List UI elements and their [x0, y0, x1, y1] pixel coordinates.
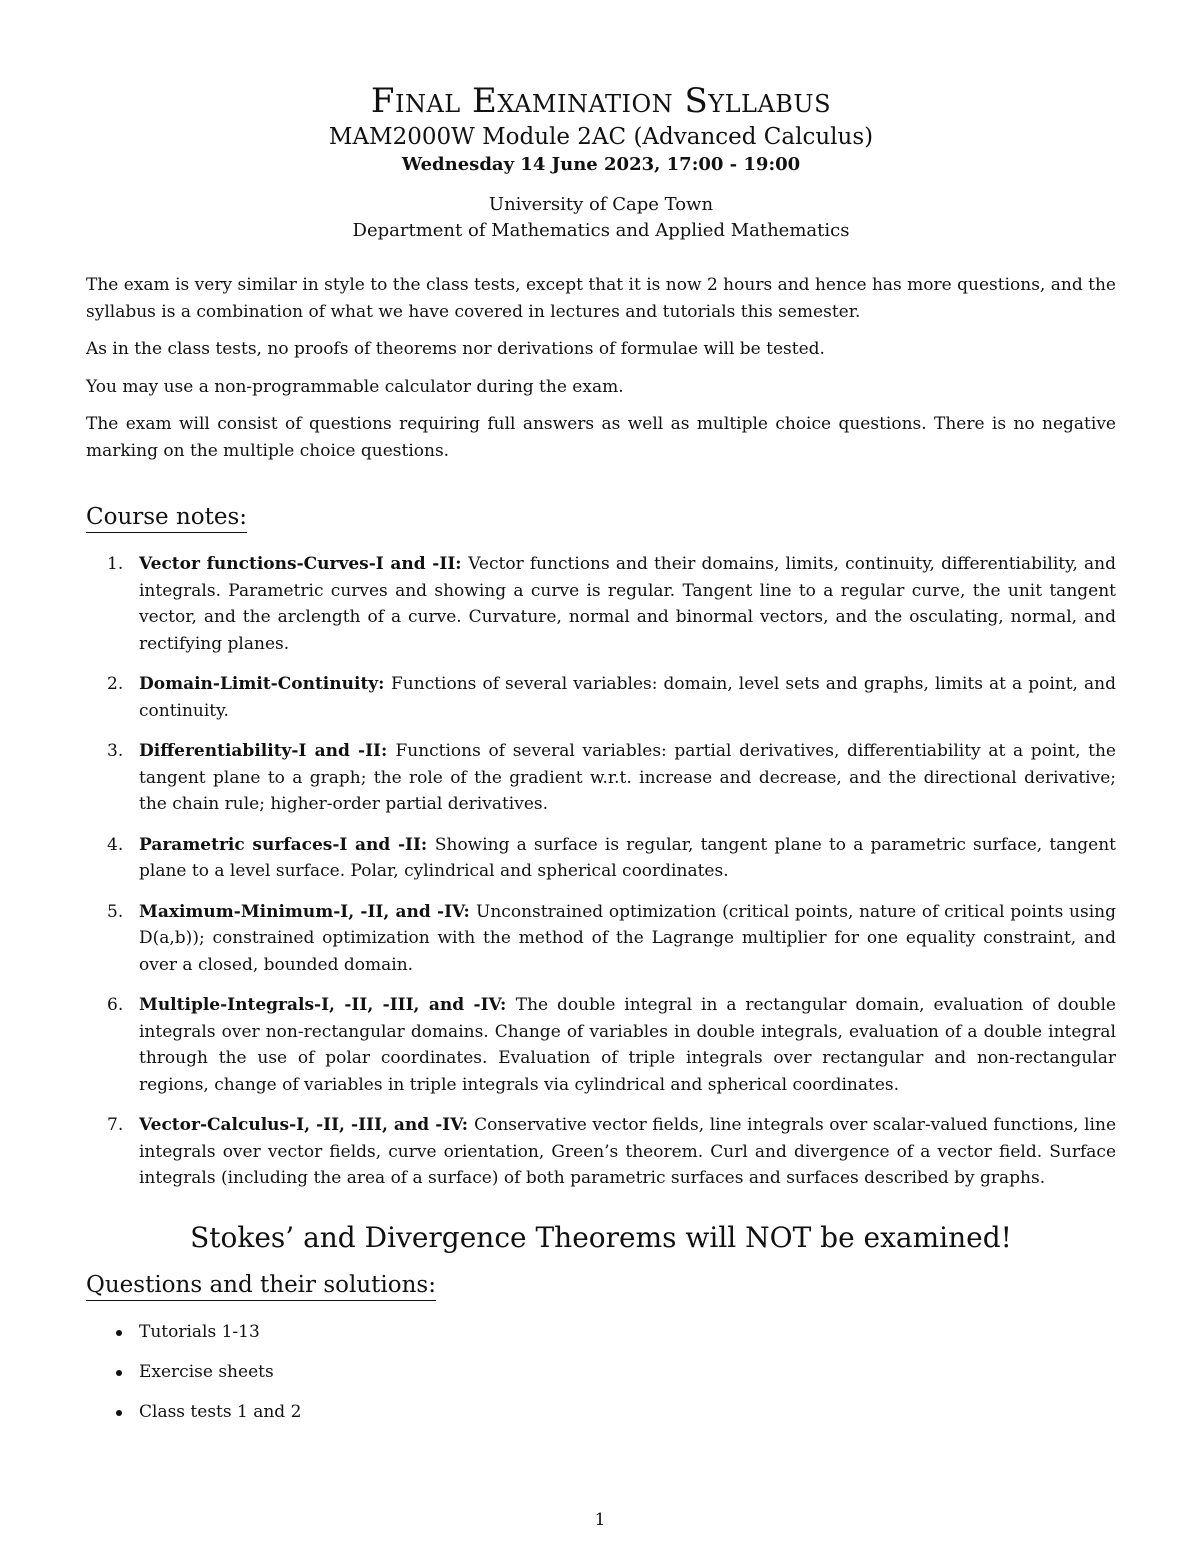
topic-title: Domain-Limit-Continuity: — [139, 674, 392, 694]
resource-label: Tutorials 1-13 — [139, 1321, 260, 1342]
affiliation — [86, 192, 1116, 244]
bullet-icon — [116, 1330, 122, 1336]
document-page — [86, 80, 1116, 1439]
topic-description: Unconstrained optimization (critical points, nature of critical points using D(a,b)); constrained optimization with the method of the Lagrange multiplier for one equality constraint, and over a closed, bounded domain. — [139, 901, 1116, 975]
item-number: 4. — [107, 834, 124, 855]
item-number: 7. — [107, 1115, 124, 1135]
intro-paragraph: As in the class tests, no proofs of theorems nor derivations of formulae will be tested. — [86, 339, 825, 359]
department-name: Department of Mathematics and Applied Mathematics — [352, 220, 850, 241]
topic-description: Functions of several variables: domain, level sets and graphs, limits at a point, and continuity. — [139, 674, 1116, 721]
topic-description: Vector functions and their domains, limits, continuity, differentiability, and integrals. Parametric curves and showing a curve is regular. Tangent line to a regular curve, the unit tangent vector, and the arclength of a curve. Curvature, normal and binormal vectors, and the osculating, normal, and rectifying planes. — [139, 554, 1116, 654]
list-item — [86, 1112, 1116, 1192]
course-notes-heading: Course notes: — [86, 502, 247, 533]
resource-label: Class tests 1 and 2 — [139, 1401, 302, 1422]
questions-list — [86, 1319, 1116, 1425]
list-item — [86, 1319, 1116, 1345]
questions-heading: Questions and their solutions: — [86, 1270, 436, 1301]
list-item — [86, 1399, 1116, 1425]
course-subtitle: MAM2000W Module 2AC (Advanced Calculus) — [328, 124, 874, 150]
list-item — [86, 1359, 1116, 1385]
topic-description: Showing a surface is regular, tangent plane to a parametric surface, tangent plane to a level surface. Polar, cylindrical and spherical coordinates. — [139, 834, 1116, 881]
topic-title: Multiple-Integrals-I, -II, -III, and -IV: — [139, 995, 516, 1015]
list-item — [86, 899, 1116, 979]
topic-title: Vector-Calculus-I, -II, -III, and -IV: — [139, 1115, 475, 1135]
bullet-icon — [116, 1370, 122, 1376]
page-number: 1 — [594, 1510, 606, 1530]
exam-date: Wednesday 14 June 2023, 17:00 - 19:00 — [401, 154, 801, 175]
intro-section — [86, 272, 1116, 464]
item-number: 3. — [107, 741, 124, 761]
topic-title: Parametric surfaces-I and -II: — [139, 834, 435, 855]
item-number: 1. — [107, 554, 124, 574]
list-item — [86, 671, 1116, 724]
topic-description: Conservative vector fields, line integrals over scalar-valued functions, line integrals over vector fields, curve orientation, Green’s theorem. Curl and divergence of a vector field. Surface integrals (including the area of a surface) of both parametric surfaces and surfaces described by graphs. — [139, 1115, 1116, 1188]
intro-paragraph: The exam will consist of questions requiring full answers as well as multiple choice questions. There is no negative marking on the multiple choice questions. — [86, 414, 1116, 461]
intro-paragraph: The exam is very similar in style to the class tests, except that it is now 2 hours and hence has more questions, and the syllabus is a combination of what we have covered in lectures and tutorials this semester. — [86, 275, 1116, 322]
header — [86, 80, 1116, 244]
resource-label: Exercise sheets — [139, 1361, 274, 1382]
item-number: 6. — [107, 995, 124, 1015]
topic-title: Maximum-Minimum-I, -II, and -IV: — [139, 901, 477, 922]
topic-title: Vector functions-Curves-I and -II: — [139, 554, 469, 574]
item-number: 5. — [107, 901, 124, 922]
topic-description: Functions of several variables: partial derivatives, differentiability at a point, the tangent plane to a graph; the role of the gradient w.r.t. increase and decrease, and the directional derivative; the chain rule; higher-order partial derivatives. — [139, 741, 1116, 814]
document-title: Final Examination Syllabus — [370, 81, 832, 121]
item-number: 2. — [107, 674, 124, 694]
list-item — [86, 992, 1116, 1098]
list-item — [86, 738, 1116, 818]
university-name: University of Cape Town — [488, 194, 714, 215]
list-item — [86, 832, 1116, 885]
bullet-icon — [116, 1410, 122, 1416]
course-notes-list — [86, 551, 1116, 1192]
intro-paragraph: You may use a non-programmable calculator during the exam. — [86, 376, 624, 397]
exam-notice: Stokes’ and Divergence Theorems will NOT be examined! — [190, 1220, 1012, 1254]
list-item — [86, 551, 1116, 657]
topic-title: Differentiability-I and -II: — [139, 741, 396, 761]
topic-description: The double integral in a rectangular domain, evaluation of double integrals over non-rectangular domains. Change of variables in double integrals, evaluation of a double integral through the use of polar coordinates. Evaluation of triple integrals over rectangular and non-rectangular regions, change of variables in triple integrals via cylindrical and spherical coordinates. — [139, 995, 1116, 1095]
